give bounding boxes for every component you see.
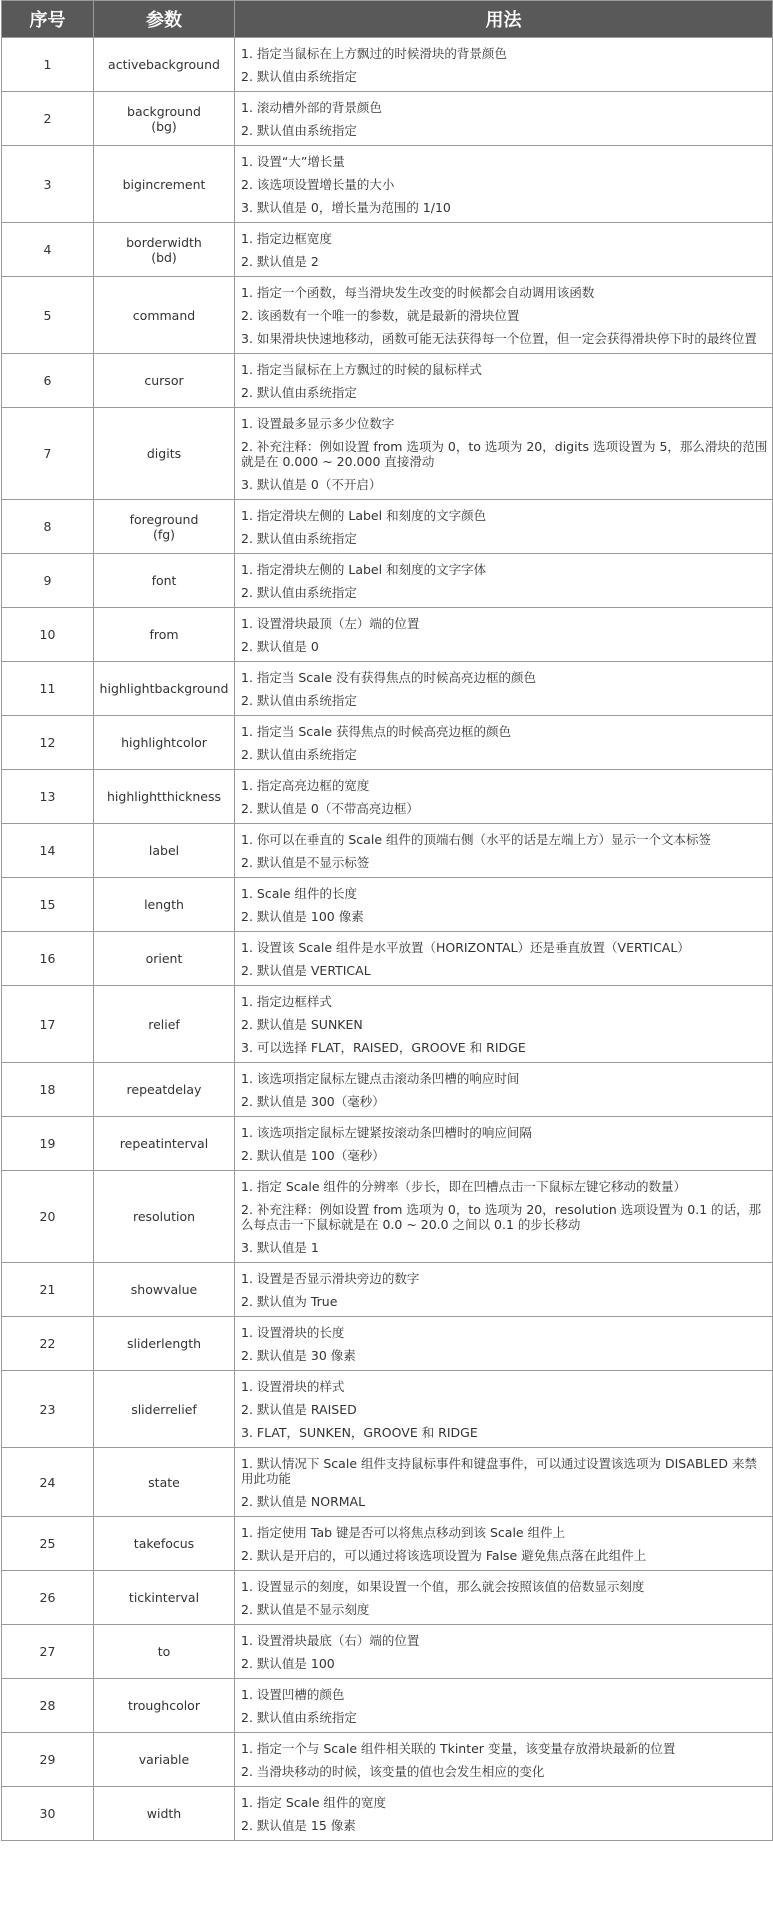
usage-line: 1. 该选项指定鼠标左键点击滚动条凹槽的响应时间 [241, 1071, 520, 1086]
usage-line: 2. 默认值是 30 像素 [241, 1348, 356, 1363]
row-number: 7 [2, 408, 94, 500]
usage-line: 3. 默认值是 0（不开启） [241, 477, 382, 492]
usage-cell [235, 1317, 773, 1371]
usage-line: 2. 补充注释：例如设置 from 选项为 0，to 选项为 20，digits 选项设置为 5，那么滑块的范围就是在 0.000 ~ 20.000 直接滑动 [241, 439, 768, 469]
param-name: sliderlength [126, 1336, 202, 1351]
param-name: variable [138, 1752, 190, 1767]
param-name: repeatinterval [119, 1136, 209, 1151]
usage-cell [235, 500, 773, 554]
usage-cell [235, 38, 773, 92]
usage-line: 2. 默认值由系统指定 [241, 69, 357, 84]
row-number: 16 [2, 932, 94, 986]
usage-line: 1. 设置滑块的长度 [241, 1325, 345, 1340]
usage-line: 1. 设置显示的刻度，如果设置一个值，那么就会按照该值的倍数显示刻度 [241, 1579, 645, 1594]
usage-line: 2. 默认值是 NORMAL [241, 1494, 366, 1509]
usage-line: 2. 当滑块移动的时候，该变量的值也会发生相应的变化 [241, 1764, 545, 1779]
usage-line: 1. 指定当 Scale 获得焦点的时候高亮边框的颜色 [241, 724, 511, 739]
usage-cell [235, 554, 773, 608]
usage-line: 1. 指定滑块左侧的 Label 和刻度的文字字体 [241, 562, 487, 577]
usage-line: 2. 默认值是 RAISED [241, 1402, 357, 1417]
param-name: activebackground [108, 57, 220, 72]
param-cell [94, 408, 235, 500]
usage-cell [235, 1117, 773, 1171]
param-name: bigincrement [122, 176, 206, 192]
table-row [2, 1517, 773, 1571]
param-cell [94, 1317, 235, 1371]
usage-line: 1. 设置是否显示滑块旁边的数字 [241, 1271, 420, 1286]
table-body [2, 38, 773, 1841]
param-cell [94, 932, 235, 986]
usage-line: 2. 默认值是 SUNKEN [241, 1017, 363, 1032]
param-name: highlightbackground [99, 681, 229, 696]
usage-cell [235, 354, 773, 408]
usage-line: 1. 指定一个与 Scale 组件相关联的 Tkinter 变量，该变量存放滑块最新的位置 [241, 1741, 676, 1756]
header-row [2, 1, 773, 38]
usage-cell [235, 1448, 773, 1517]
table-header [2, 1, 773, 38]
usage-cell [235, 1263, 773, 1317]
table-row [2, 1317, 773, 1371]
param-name: relief [148, 1016, 180, 1032]
param-name: sliderrelief [131, 1401, 197, 1417]
param-name: resolution [132, 1209, 196, 1224]
param-cell [94, 608, 235, 662]
param-cell [94, 1625, 235, 1679]
usage-line: 1. 指定当鼠标在上方飘过的时候的鼠标样式 [241, 362, 482, 377]
table-row [2, 932, 773, 986]
param-cell [94, 38, 235, 92]
usage-line: 1. 你可以在垂直的 Scale 组件的顶端右侧（水平的话是左端上方）显示一个文本标签 [241, 832, 711, 847]
row-number: 18 [2, 1063, 94, 1117]
table-row [2, 1063, 773, 1117]
usage-line: 1. 指定 Scale 组件的宽度 [241, 1795, 386, 1810]
usage-line: 2. 默认值由系统指定 [241, 747, 357, 762]
param-name: takefocus [133, 1536, 195, 1551]
usage-line: 3. 如果滑块快速地移动，函数可能无法获得每一个位置，但一定会获得滑块停下时的最终位置 [241, 331, 757, 346]
param-cell [94, 662, 235, 716]
usage-line: 1. 指定 Scale 组件的分辨率（步长，即在凹槽点击一下鼠标左键它移动的数量） [241, 1179, 686, 1194]
usage-cell [235, 1733, 773, 1787]
usage-line: 1. 该选项指定鼠标左键紧按滚动条凹槽时的响应间隔 [241, 1125, 532, 1140]
usage-line: 1. 设置该 Scale 组件是水平放置（HORIZONTAL）还是垂直放置（VERTICAL） [241, 940, 690, 955]
usage-cell [235, 824, 773, 878]
table-row [2, 1787, 773, 1841]
header-usage: 用法 [235, 1, 773, 38]
usage-cell [235, 1517, 773, 1571]
param-cell [94, 878, 235, 932]
usage-line: 2. 默认值由系统指定 [241, 385, 357, 400]
usage-line: 1. 指定边框宽度 [241, 231, 332, 246]
table-row [2, 1733, 773, 1787]
usage-line: 1. 指定使用 Tab 键是否可以将焦点移动到该 Scale 组件上 [241, 1525, 566, 1540]
table-row [2, 354, 773, 408]
usage-line: 2. 该函数有一个唯一的参数，就是最新的滑块位置 [241, 308, 520, 323]
row-number: 28 [2, 1679, 94, 1733]
param-cell [94, 277, 235, 354]
usage-line: 3. FLAT，SUNKEN，GROOVE 和 RIDGE [241, 1425, 478, 1440]
param-name: command [132, 307, 196, 323]
usage-line: 1. 指定当鼠标在上方飘过的时候滑块的背景颜色 [241, 46, 507, 61]
param-name: foreground [129, 511, 199, 527]
param-cell [94, 986, 235, 1063]
param-alias: (bd) [151, 249, 177, 265]
usage-line: 1. Scale 组件的长度 [241, 886, 358, 901]
row-number: 3 [2, 146, 94, 223]
table-row [2, 878, 773, 932]
usage-cell [235, 1171, 773, 1263]
usage-line: 1. 滚动槽外部的背景颜色 [241, 100, 382, 115]
table-row [2, 986, 773, 1063]
row-number: 13 [2, 770, 94, 824]
usage-cell [235, 878, 773, 932]
usage-line: 1. 设置滑块的样式 [241, 1379, 345, 1394]
table-row [2, 662, 773, 716]
row-number: 14 [2, 824, 94, 878]
param-name: from [149, 627, 179, 642]
usage-line: 2. 默认值是 VERTICAL [241, 963, 371, 978]
param-name: state [148, 1474, 180, 1490]
param-cell [94, 824, 235, 878]
param-alias: (bg) [151, 118, 177, 134]
param-cell [94, 1787, 235, 1841]
table-row [2, 92, 773, 146]
param-name: to [157, 1644, 171, 1659]
param-cell [94, 1371, 235, 1448]
table-row [2, 408, 773, 500]
usage-cell [235, 277, 773, 354]
param-cell [94, 1263, 235, 1317]
usage-line: 2. 默认值为 True [241, 1294, 338, 1309]
param-name: cursor [144, 373, 184, 388]
row-number: 15 [2, 878, 94, 932]
usage-line: 2. 默认值是不显示刻度 [241, 1602, 370, 1617]
usage-line: 2. 该选项设置增长量的大小 [241, 177, 395, 192]
row-number: 23 [2, 1371, 94, 1448]
row-number: 2 [2, 92, 94, 146]
header-param: 参数 [94, 1, 235, 38]
usage-cell [235, 92, 773, 146]
usage-line: 1. 设置滑块最底（右）端的位置 [241, 1633, 420, 1648]
param-cell [94, 146, 235, 223]
usage-line: 1. 设置滑块最顶（左）端的位置 [241, 616, 420, 631]
table-row [2, 146, 773, 223]
usage-cell [235, 1571, 773, 1625]
usage-cell [235, 770, 773, 824]
param-name: width [146, 1806, 182, 1821]
usage-line: 1. 指定滑块左侧的 Label 和刻度的文字颜色 [241, 508, 487, 523]
row-number: 11 [2, 662, 94, 716]
table-row [2, 716, 773, 770]
param-cell [94, 554, 235, 608]
row-number: 26 [2, 1571, 94, 1625]
usage-line: 2. 默认值是 100 [241, 1656, 335, 1671]
param-name: highlightcolor [121, 735, 207, 750]
table-row [2, 608, 773, 662]
table-row [2, 1117, 773, 1171]
usage-line: 2. 默认值是 300（毫秒） [241, 1094, 385, 1109]
param-name: font [151, 573, 177, 588]
row-number: 27 [2, 1625, 94, 1679]
table-row [2, 554, 773, 608]
usage-line: 2. 默认值由系统指定 [241, 585, 357, 600]
row-number: 4 [2, 223, 94, 277]
table-row [2, 824, 773, 878]
usage-cell [235, 1371, 773, 1448]
param-name: borderwidth [126, 234, 202, 250]
table-row [2, 1571, 773, 1625]
usage-cell [235, 1787, 773, 1841]
usage-line: 2. 默认值是 100（毫秒） [241, 1148, 385, 1163]
param-name: showvalue [130, 1282, 198, 1297]
param-name: digits [146, 446, 182, 461]
table-row [2, 277, 773, 354]
row-number: 30 [2, 1787, 94, 1841]
param-cell [94, 716, 235, 770]
usage-line: 2. 默认值是 0 [241, 639, 319, 654]
usage-line: 1. 默认情况下 Scale 组件支持鼠标事件和键盘事件，可以通过设置该选项为 DISABLED 来禁用此功能 [241, 1456, 758, 1486]
usage-line: 2. 默认是开启的，可以通过将该选项设置为 False 避免焦点落在此组件上 [241, 1548, 647, 1563]
table-row [2, 1263, 773, 1317]
param-cell [94, 1063, 235, 1117]
row-number: 12 [2, 716, 94, 770]
usage-line: 1. 指定边框样式 [241, 994, 332, 1009]
row-number: 8 [2, 500, 94, 554]
usage-line: 1. 设置最多显示多少位数字 [241, 416, 395, 431]
param-cell [94, 770, 235, 824]
row-number: 19 [2, 1117, 94, 1171]
usage-line: 2. 默认值是 0（不带高亮边框） [241, 801, 419, 816]
usage-cell [235, 146, 773, 223]
usage-cell [235, 986, 773, 1063]
usage-cell [235, 223, 773, 277]
usage-cell [235, 716, 773, 770]
param-cell [94, 1733, 235, 1787]
param-name: background [127, 103, 201, 119]
usage-line: 1. 指定一个函数，每当滑块发生改变的时候都会自动调用该函数 [241, 285, 595, 300]
row-number: 17 [2, 986, 94, 1063]
param-name: orient [145, 951, 183, 966]
usage-line: 1. 设置凹槽的颜色 [241, 1687, 345, 1702]
param-cell [94, 1448, 235, 1517]
param-cell [94, 1679, 235, 1733]
param-cell [94, 1171, 235, 1263]
usage-cell [235, 932, 773, 986]
row-number: 5 [2, 277, 94, 354]
usage-line: 1. 设置“大”增长量 [241, 154, 345, 169]
row-number: 20 [2, 1171, 94, 1263]
row-number: 10 [2, 608, 94, 662]
usage-line: 3. 默认值是 0，增长量为范围的 1/10 [241, 200, 451, 215]
param-name: length [144, 897, 184, 912]
row-number: 9 [2, 554, 94, 608]
table-row [2, 1371, 773, 1448]
table-row [2, 1448, 773, 1517]
table-row [2, 500, 773, 554]
param-cell [94, 92, 235, 146]
row-number: 24 [2, 1448, 94, 1517]
usage-line: 2. 默认值由系统指定 [241, 1710, 357, 1725]
param-cell [94, 500, 235, 554]
table-row [2, 38, 773, 92]
usage-line: 2. 默认值是 100 像素 [241, 909, 364, 924]
row-number: 25 [2, 1517, 94, 1571]
param-cell [94, 1517, 235, 1571]
usage-line: 1. 指定当 Scale 没有获得焦点的时候高亮边框的颜色 [241, 670, 536, 685]
param-cell [94, 1117, 235, 1171]
usage-line: 2. 默认值由系统指定 [241, 693, 357, 708]
param-alias: (fg) [152, 526, 176, 542]
usage-cell [235, 1679, 773, 1733]
param-name: tickinterval [128, 1590, 200, 1605]
table-row [2, 1171, 773, 1263]
usage-cell [235, 1625, 773, 1679]
param-cell [94, 1571, 235, 1625]
header-no: 序号 [2, 1, 94, 38]
param-name: repeatdelay [126, 1082, 202, 1097]
row-number: 6 [2, 354, 94, 408]
table-row [2, 1625, 773, 1679]
row-number: 22 [2, 1317, 94, 1371]
usage-cell [235, 1063, 773, 1117]
usage-line: 2. 补充注释：例如设置 from 选项为 0，to 选项为 20，resolution 选项设置为 0.1 的话，那么每点击一下鼠标就是在 0.0 ~ 20.0 之间以 0.1 的步长移动 [241, 1202, 762, 1232]
table-row [2, 1679, 773, 1733]
table-row [2, 223, 773, 277]
usage-line: 3. 默认值是 1 [241, 1240, 319, 1255]
usage-cell [235, 608, 773, 662]
usage-line: 3. 可以选择 FLAT，RAISED，GROOVE 和 RIDGE [241, 1040, 526, 1055]
usage-line: 2. 默认值由系统指定 [241, 531, 357, 546]
param-name: highlightthickness [106, 789, 221, 804]
usage-line: 2. 默认值是 15 像素 [241, 1818, 356, 1833]
row-number: 29 [2, 1733, 94, 1787]
usage-line: 1. 指定高亮边框的宽度 [241, 778, 370, 793]
param-cell [94, 354, 235, 408]
usage-cell [235, 408, 773, 500]
usage-line: 2. 默认值是 2 [241, 254, 319, 269]
usage-line: 2. 默认值是不显示标签 [241, 855, 370, 870]
param-name: label [148, 843, 180, 858]
param-cell [94, 223, 235, 277]
usage-cell [235, 662, 773, 716]
row-number: 21 [2, 1263, 94, 1317]
row-number: 1 [2, 38, 94, 92]
scale-options-table [1, 0, 773, 1841]
table-row [2, 770, 773, 824]
usage-line: 2. 默认值由系统指定 [241, 123, 357, 138]
param-name: troughcolor [128, 1698, 200, 1713]
